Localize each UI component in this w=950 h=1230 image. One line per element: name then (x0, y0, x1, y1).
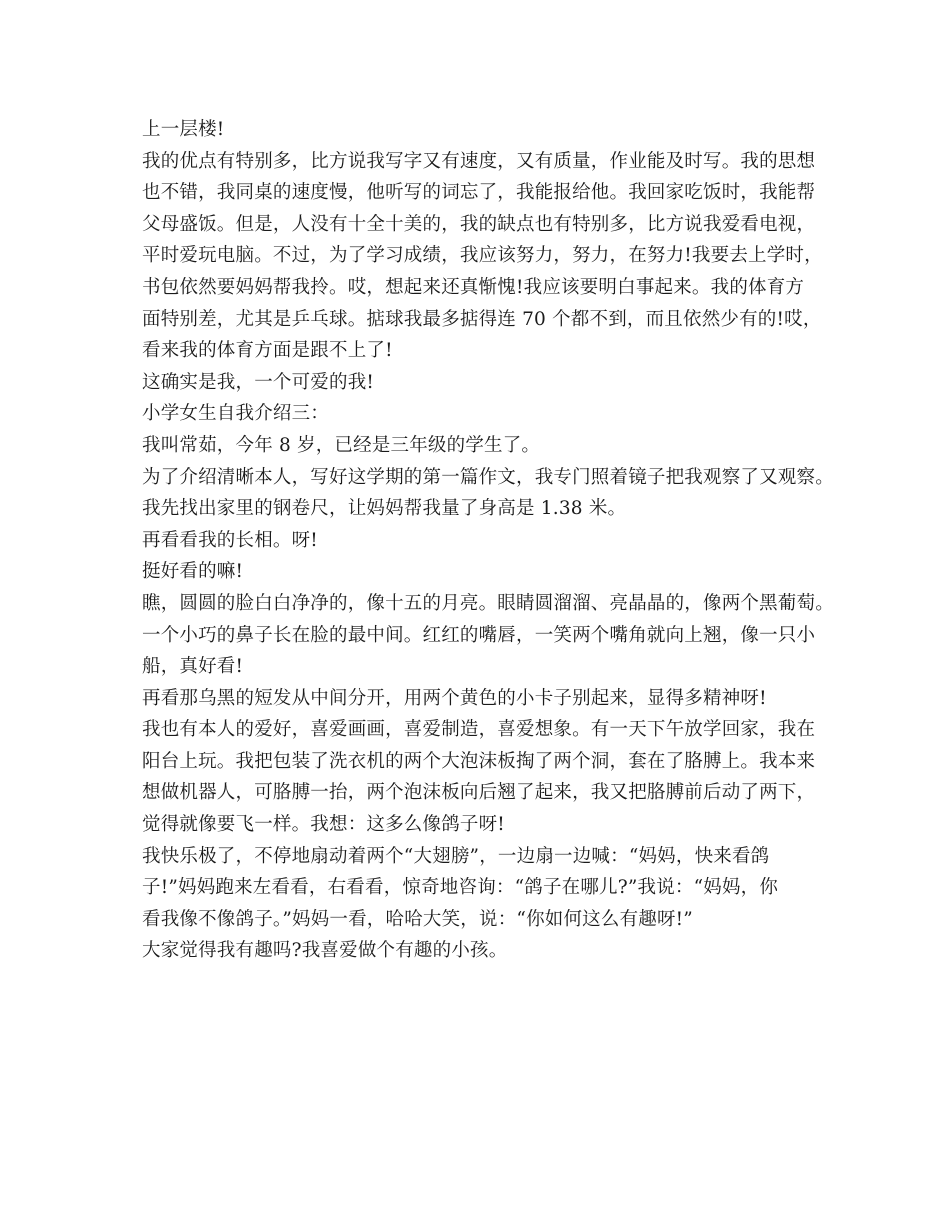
text-line: 这确实是我，一个可爱的我! (142, 371, 375, 393)
text-line: 船，真好看! (142, 656, 244, 678)
text-line: 大家觉得我有趣吗?我喜爱做个有趣的小孩。 (142, 940, 508, 962)
section-heading: 小学女生自我介绍三： (142, 403, 330, 425)
text-line: 想做机器人，可胳膊一抬，两个泡沫板向后翘了起来，我又把胳膊前后动了两下， (142, 782, 816, 804)
text-line: 子!”妈妈跑来左看看，右看看，惊奇地咨询：“鸽子在哪儿?”我说：“妈妈，你 (142, 877, 779, 899)
text-line: 一个小巧的鼻子长在脸的最中间。红红的嘴唇，一笑两个嘴角就向上翘，像一只小 (142, 624, 816, 646)
text-line: 也不错，我同桌的速度慢，他听写的词忘了，我能报给他。我回家吃饭时，我能帮 (142, 182, 816, 204)
text-line: 父母盛饭。但是，人没有十全十美的，我的缺点也有特别多，比方说我爱看电视， (142, 213, 816, 235)
document-body (142, 114, 832, 967)
text-line: 觉得就像要飞一样。我想：这多么像鸽子呀! (142, 814, 505, 836)
text-line: 我的优点有特别多，比方说我写字又有速度，又有质量，作业能及时写。我的思想 (142, 150, 816, 172)
text-line: 再看那乌黑的短发从中间分开，用两个黄色的小卡子别起来，显得多精神呀! (142, 687, 767, 709)
text-line: 阳台上玩。我把包装了洗衣机的两个大泡沫板掏了两个洞，套在了胳膊上。我本来 (142, 750, 816, 772)
text-line: 挺好看的嘛! (142, 561, 244, 583)
text-line: 上一层楼! (142, 119, 225, 140)
text-line: 看我像不像鸽子。”妈妈一看，哈哈大笑，说：“你如何这么有趣呀!” (142, 908, 693, 930)
text-line: 瞧，圆圆的脸白白净净的，像十五的月亮。眼睛圆溜溜、亮晶晶的，像两个黑葡萄。 (142, 592, 834, 614)
text-line: 平时爱玩电脑。不过，为了学习成绩，我应该努力，努力，在努力!我要去上学时， (142, 245, 823, 267)
text-line: 再看看我的长相。呀! (142, 529, 318, 551)
text-line: 我叫常茹，今年 8 岁，已经是三年级的学生了。 (142, 434, 541, 456)
text-line: 我快乐极了，不停地扇动着两个“大翅膀”，一边扇一边喊：“妈妈，快来看鸽 (142, 845, 770, 867)
text-line: 为了介绍清晰本人，写好这学期的第一篇作文，我专门照着镜子把我观察了又观察。 (142, 466, 834, 488)
text-line: 书包依然要妈妈帮我拎。哎，想起来还真惭愧!我应该要明白事起来。我的体育方 (142, 276, 805, 298)
text-line: 面特别差，尤其是乒乓球。掂球我最多掂得连 70 个都不到，而且依然少有的!哎， (142, 308, 822, 330)
text-line: 我先找出家里的钢卷尺，让妈妈帮我量了身高是 1.38 米。 (142, 498, 627, 520)
text-line: 看来我的体育方面是跟不上了! (142, 340, 393, 362)
text-line: 我也有本人的爱好，喜爱画画，喜爱制造，喜爱想象。有一天下午放学回家，我在 (142, 719, 816, 741)
